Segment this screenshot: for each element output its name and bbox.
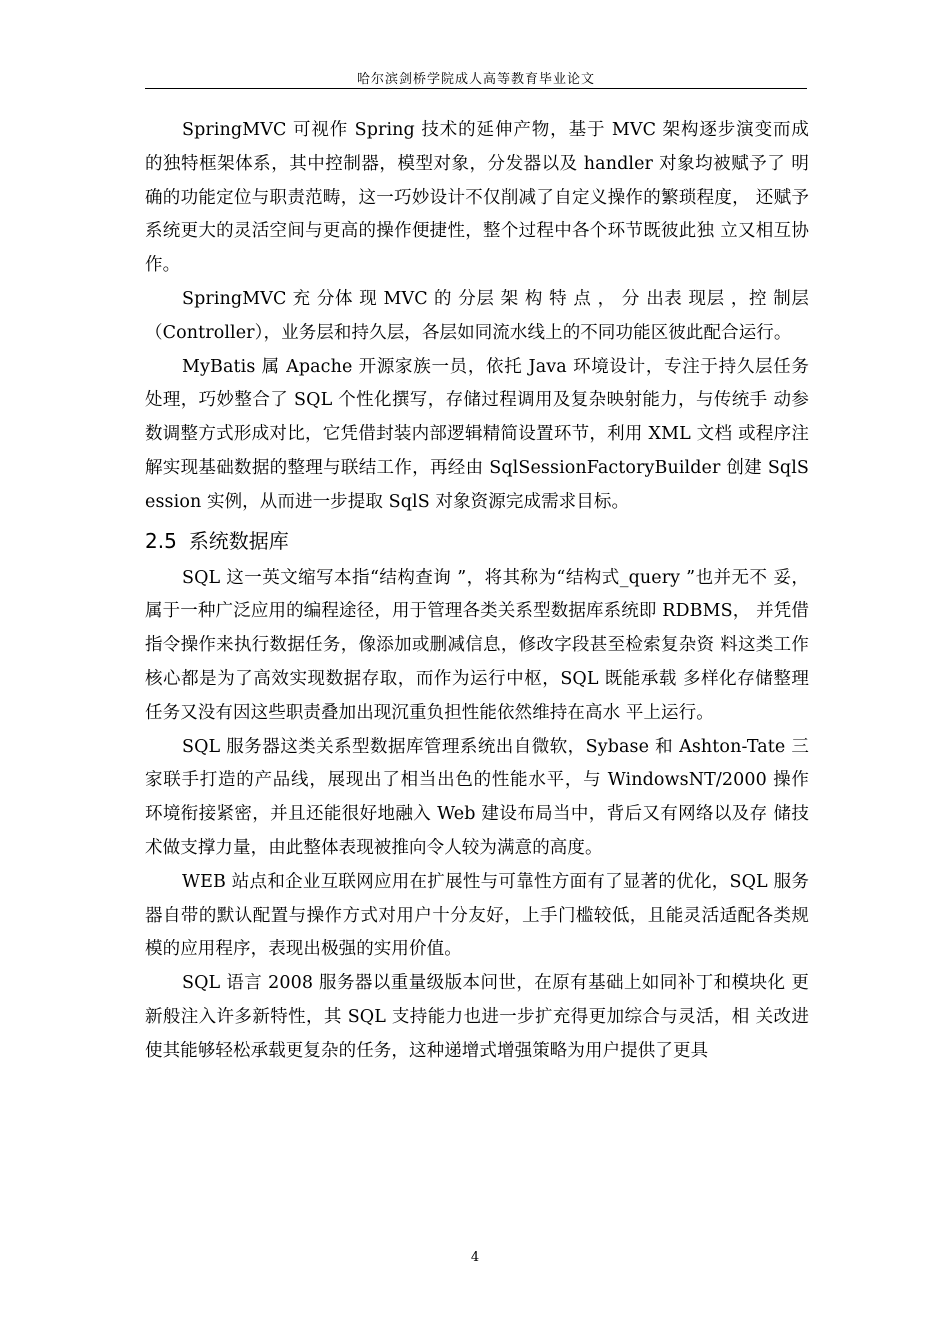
running-header: 哈尔滨剑桥学院成人高等教育毕业论文 (356, 72, 595, 87)
paragraph-sql-server: SQL 服务器这类关系型数据库管理系统出自微软，Sybase 和 Ashton-Tate 三 家联手打造的产品线，展现出了相当出色的性能水平，与 WindowsNT/2000 操作 环境衔接紧密，并且还能很好地融入 Web 建设布局当中，背后又有网络以及存 储技术做支撑力量，由此整体表现被推向令人较为满意的高度。 (145, 736, 809, 858)
paragraph-springmvc-intro: SpringMVC 可视作 Spring 技术的延伸产物，基于 MVC 架构逐步演变而成 的独特框架体系，其中控制器，模型对象，分发器以及 handler 对象均被赋予了 明确的功能定位与职责范畴，这一巧妙设计不仅削减了自定义操作的繁琐程度， 还赋予系统更大的灵活空间与更高的操作便捷性，整个过程中各个环节既彼此独 立又相互协作。 (145, 120, 809, 276)
paragraph-web-apps: WEB 站点和企业互联网应用在扩展性与可靠性方面有了显著的优化，SQL 服务器自带的默认配置与操作方式对用户十分友好，上手门槛较低，且能灵活适配各类规模的应用程序，表现出极强的实用价值。 (145, 871, 809, 960)
section-title: 系统数据库 (188, 528, 289, 553)
paragraph-springmvc-layers: SpringMVC 充 分体 现 MVC 的 分层 架 构 特 点 ， 分 出表 现层 ，控 制层 （Controller），业务层和持久层，各层如同流水线上的不同功能区彼此配合运行。 (145, 288, 809, 343)
page-number: 4 (470, 1250, 480, 1265)
header-divider (145, 88, 807, 89)
section-heading (145, 522, 809, 560)
paragraph-mybatis: MyBatis 属 Apache 开源家族一员，依托 Java 环境设计，专注于持久层任务 处理，巧妙整合了 SQL 个性化撰写，存储过程调用及复杂映射能力，与传统手 动参数调整方式形成对比，它凭借封装内部逻辑精简设置环节，利用 XML 文档 或程序注解实现基础数据的整理与联结工作，再经由 SqlSessionFactoryBuilder 创建 SqlSession 实例，从而进一步提取 SqlS 对象资源完成需求目标。 (145, 356, 809, 512)
page-body (145, 114, 809, 1069)
paragraph-sql-definition: SQL 这一英文缩写本指“结构查询 ”，将其称为“结构式_query ”也并无不 妥，属于一种广泛应用的编程途径，用于管理各类关系型数据库系统即 RDBMS， 并凭借指令操作来执行数据任务，像添加或删减信息，修改字段甚至检索复杂资 料这类工作核心都是为了高效实现数据存取，而作为运行中枢，SQL 既能承载 多样化存储整理任务又没有因这些职责叠加出现沉重负担性能依然维持在高水 平上运行。 (145, 567, 809, 723)
section-number: 2.5 (145, 528, 177, 553)
paragraph-sql-2008: SQL 语言 2008 服务器以重量级版本问世，在原有基础上如同补丁和模块化 更新般注入许多新特性，其 SQL 支持能力也进一步扩充得更加综合与灵活，相 关改进使其能够轻松承载更复杂的任务，这种递增式增强策略为用户提供了更具 (145, 973, 809, 1061)
